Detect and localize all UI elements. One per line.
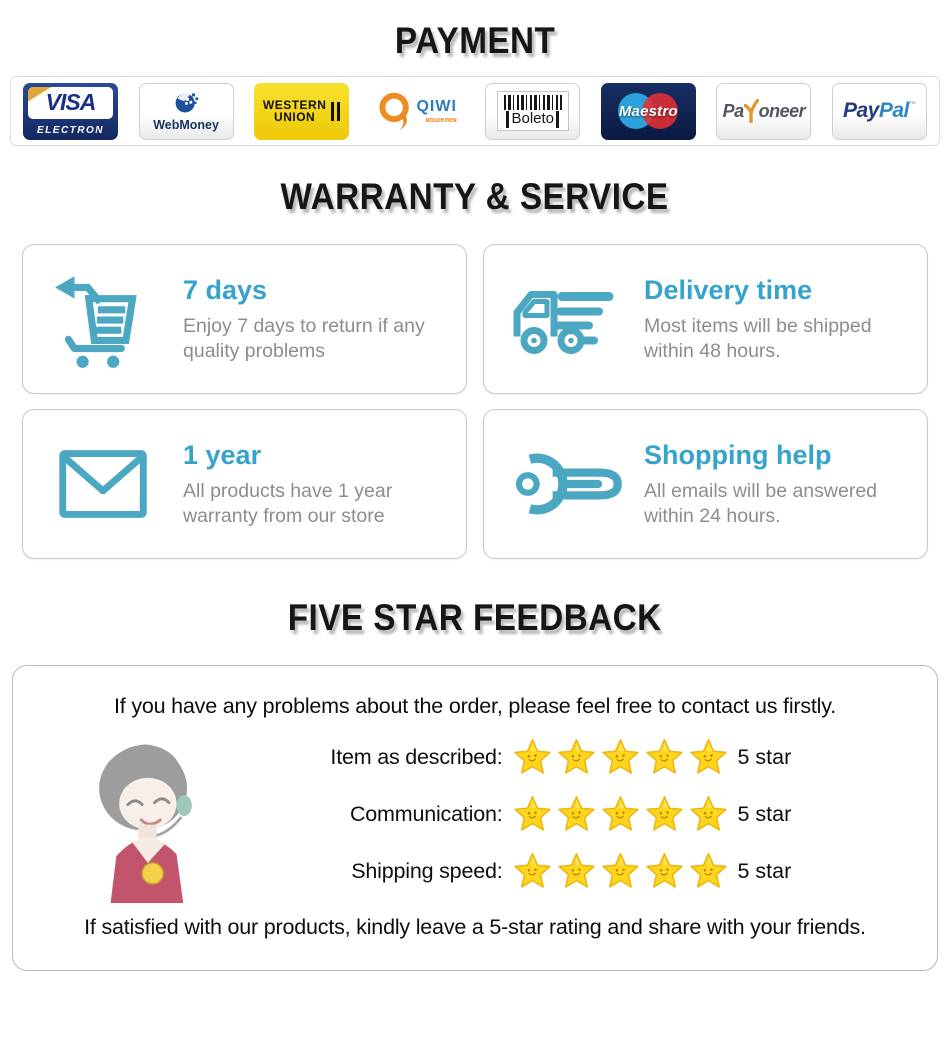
card-desc: All emails will be answered within 24 hours. — [644, 479, 878, 527]
envelope-icon — [23, 439, 183, 529]
warranty-cards-grid — [22, 244, 928, 559]
payment-logo-western-union — [254, 83, 349, 140]
webmoney-globe-icon — [173, 90, 199, 116]
card-desc: Most items will be shipped within 48 hours. — [644, 314, 872, 362]
qiwi-wrap — [377, 90, 456, 132]
paypal-pre: Pay — [842, 99, 879, 122]
card-title: 1 year — [183, 439, 262, 470]
rating-row-communication — [181, 786, 919, 843]
warranty-card-text — [644, 440, 927, 529]
feedback-box — [12, 665, 938, 971]
feedback-intro-text: If you have any problems about the order, please feel free to contact us firstly. — [114, 694, 836, 718]
star-icon — [645, 852, 684, 891]
warranty-card-text — [183, 275, 466, 364]
warranty-card-7-days — [22, 244, 467, 394]
card-desc: All products have 1 year warranty from our store — [183, 479, 393, 527]
feedback-middle — [31, 729, 919, 901]
star-icon — [645, 795, 684, 834]
card-title: 7 days — [183, 274, 268, 305]
qiwi-sub-text: кошелек — [425, 114, 457, 124]
star-icon — [557, 738, 596, 777]
card-title: Shopping help — [644, 439, 832, 470]
paypal-wordmark — [843, 99, 916, 123]
rating-row-item-as-described — [181, 729, 919, 786]
maestro-wordmark: Maestro — [618, 102, 678, 120]
webmoney-wordmark: WebMoney — [153, 118, 219, 132]
star-icon — [689, 795, 728, 834]
star-icon — [513, 795, 552, 834]
boleto-wordmark: Boleto — [511, 110, 555, 128]
boleto-wordmark-row — [506, 111, 559, 128]
star-icon — [513, 852, 552, 891]
qiwi-wordmark — [416, 99, 456, 124]
western-union-line2: UNION — [274, 110, 316, 124]
wrench-icon — [484, 447, 644, 521]
rating-stars-5 — [513, 795, 728, 834]
paypal-tm: ™ — [908, 101, 916, 108]
rating-value: 5 star — [737, 745, 792, 769]
delivery-truck-icon — [484, 272, 644, 367]
rating-value: 5 star — [737, 859, 792, 883]
warranty-card-text — [183, 440, 466, 529]
boleto-left-bar — [506, 111, 509, 128]
card-desc: Enjoy 7 days to return if any quality problems — [183, 314, 425, 362]
rating-label: Item as described: — [330, 745, 503, 769]
warranty-card-text — [644, 275, 927, 364]
visa-card-face — [28, 87, 113, 119]
star-icon — [645, 738, 684, 777]
payment-logo-webmoney — [139, 83, 234, 140]
payment-logo-payoneer — [716, 83, 811, 140]
boleto-panel — [497, 91, 569, 131]
customer-service-avatar — [86, 731, 204, 903]
star-icon — [601, 738, 640, 777]
rating-label: Shipping speed: — [351, 859, 503, 883]
star-icon — [513, 738, 552, 777]
rating-stars-5 — [513, 738, 728, 777]
warranty-card-delivery-time — [483, 244, 928, 394]
paypal-post: Pal — [878, 99, 909, 122]
payment-title-text: PAYMENT — [394, 20, 556, 61]
star-icon — [557, 795, 596, 834]
payoneer-wordmark — [723, 99, 806, 123]
star-icon — [557, 852, 596, 891]
feedback-title-text: FIVE STAR FEEDBACK — [288, 597, 662, 638]
western-union-line1: WESTERN — [262, 98, 327, 112]
warranty-section-title — [0, 176, 950, 218]
visa-electron-label: ELECTRON — [37, 124, 104, 136]
return-cart-icon — [23, 263, 183, 375]
warranty-card-shopping-help — [483, 409, 928, 559]
payment-methods-bar — [10, 76, 940, 146]
rating-value: 5 star — [737, 802, 792, 826]
rating-stars-5 — [513, 852, 728, 891]
star-icon — [689, 738, 728, 777]
western-union-bars — [331, 102, 340, 121]
qiwi-main-text: QIWI — [416, 97, 457, 115]
star-icon — [689, 852, 728, 891]
webmoney-wrap — [153, 90, 219, 132]
payoneer-post: oneer — [758, 100, 806, 121]
boleto-barcode — [504, 95, 562, 110]
payment-logo-maestro — [601, 83, 696, 140]
feedback-section-title — [0, 597, 950, 639]
warranty-card-1-year — [22, 409, 467, 559]
western-union-wrap — [263, 99, 341, 123]
western-union-wordmark — [263, 99, 327, 123]
star-icon — [601, 852, 640, 891]
payment-logo-boleto — [485, 83, 580, 140]
rating-row-shipping-speed — [181, 843, 919, 900]
feedback-outro-text: If satisfied with our products, kindly leave a 5-star rating and share with your friends. — [84, 915, 866, 939]
boleto-right-bar — [556, 111, 559, 128]
feedback-rating-rows — [181, 729, 919, 900]
payment-logo-visa-electron — [23, 83, 118, 140]
warranty-title-text: WARRANTY & SERVICE — [280, 176, 670, 217]
qiwi-q-icon — [377, 90, 413, 132]
rating-label: Communication: — [349, 802, 503, 826]
payoneer-pre: Pa — [722, 100, 744, 121]
payment-logo-paypal — [832, 83, 927, 140]
star-icon — [601, 795, 640, 834]
payment-logo-qiwi — [370, 83, 465, 140]
card-title: Delivery time — [644, 274, 813, 305]
payment-section-title — [0, 0, 950, 62]
visa-wordmark: VISA — [45, 89, 96, 115]
payoneer-y-icon — [744, 99, 759, 123]
